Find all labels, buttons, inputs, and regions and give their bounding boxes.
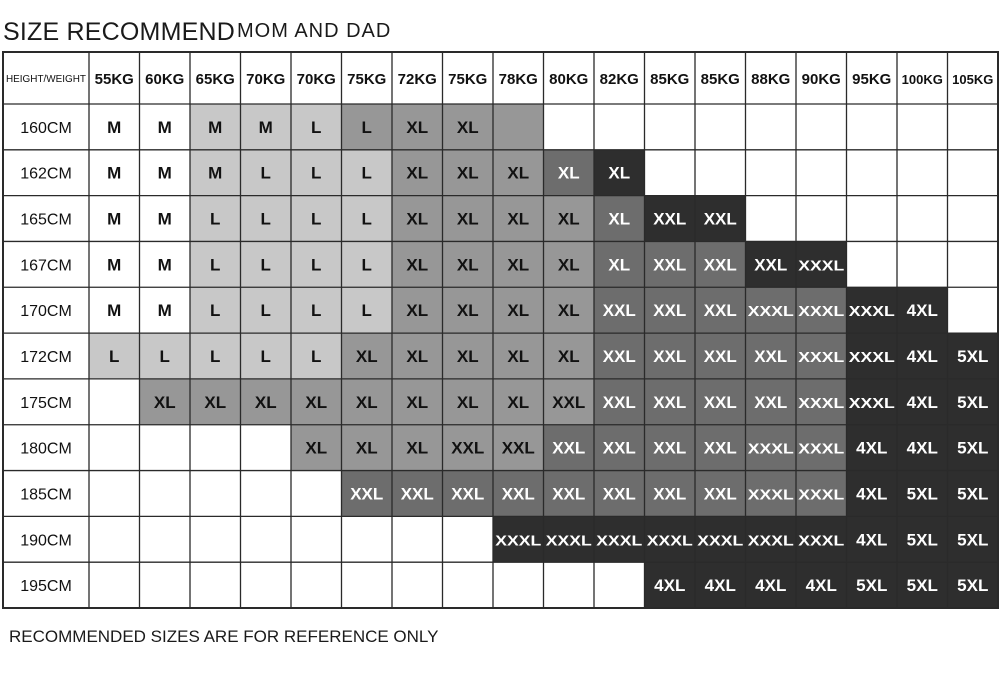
size-label: XXXL xyxy=(747,303,794,321)
size-label: XXXL xyxy=(747,440,794,458)
size-label: L xyxy=(260,347,271,366)
weight-header: 65KG xyxy=(195,71,235,88)
size-label: XXL xyxy=(703,438,737,458)
size-label: XXL xyxy=(602,392,636,412)
height-header: 167CM xyxy=(20,257,72,275)
size-label: 4XL xyxy=(704,576,736,596)
size-label: XL xyxy=(456,301,479,321)
size-label: L xyxy=(311,347,322,366)
height-header: 180CM xyxy=(20,440,72,458)
size-label: XL xyxy=(507,301,530,321)
weight-header: 72KG xyxy=(397,71,437,88)
height-header: 162CM xyxy=(20,165,72,183)
size-label: L xyxy=(210,255,221,275)
size-label: M xyxy=(208,163,223,183)
size-label: XXXL xyxy=(798,349,845,366)
size-label: XXL xyxy=(552,484,586,504)
size-label: L xyxy=(109,347,120,366)
size-label: XL xyxy=(406,301,429,321)
size-label: XXL xyxy=(602,347,636,366)
size-label: 5XL xyxy=(957,392,989,412)
height-header: 195CM xyxy=(20,578,72,596)
size-label: M xyxy=(107,255,122,275)
reference-note: RECOMMENDED SIZES ARE FOR REFERENCE ONLY xyxy=(9,627,439,646)
size-label: L xyxy=(311,255,322,275)
weight-header: 75KG xyxy=(448,71,488,88)
size-label: L xyxy=(311,301,322,321)
size-label: XL xyxy=(406,163,429,183)
size-label: XL xyxy=(456,347,479,366)
size-label: 4XL xyxy=(856,438,888,458)
size-label: XXXL xyxy=(747,486,794,504)
size-label: 4XL xyxy=(654,576,686,596)
size-label: L xyxy=(159,347,170,366)
weight-header: 105KG xyxy=(952,72,994,87)
size-label: XXXL xyxy=(545,532,592,550)
size-label: XXL xyxy=(451,438,485,458)
size-label: XXL xyxy=(703,392,737,412)
size-label: M xyxy=(157,301,172,321)
size-label: XL xyxy=(204,392,227,412)
size-label: M xyxy=(157,163,172,183)
size-label: XXXL xyxy=(798,394,845,412)
size-label: 4XL xyxy=(906,347,938,366)
chart-title: SIZE RECOMMEND xyxy=(3,18,235,46)
size-label: L xyxy=(260,301,271,321)
size-label: XXL xyxy=(703,209,737,229)
height-header: 170CM xyxy=(20,303,72,321)
size-label: 5XL xyxy=(906,484,938,504)
size-label: XXXL xyxy=(596,532,643,550)
weight-header: 70KG xyxy=(246,71,286,88)
size-label: XXL xyxy=(754,392,788,412)
size-label: XXL xyxy=(703,484,737,504)
size-label: L xyxy=(260,163,271,183)
size-label: XL xyxy=(456,163,479,183)
size-label: XXL xyxy=(501,438,535,458)
height-header: 172CM xyxy=(20,349,72,366)
size-label: XL xyxy=(507,255,530,275)
size-label: XL xyxy=(557,163,580,183)
weight-header: 88KG xyxy=(751,71,791,88)
size-label: M xyxy=(107,301,122,321)
size-label: XL xyxy=(406,255,429,275)
size-label: XL xyxy=(406,392,429,412)
size-label: XL xyxy=(507,392,530,412)
size-label: XL xyxy=(456,117,479,137)
size-label: L xyxy=(210,209,221,229)
size-label: L xyxy=(210,347,221,366)
size-label: XL xyxy=(507,347,530,366)
weight-header: 55KG xyxy=(94,71,134,88)
weight-header: 100KG xyxy=(901,72,943,87)
size-label: XL xyxy=(608,209,631,229)
size-label: XXXL xyxy=(798,257,845,275)
size-cell-bg xyxy=(493,104,544,150)
size-label: XL xyxy=(305,438,328,458)
size-label: L xyxy=(361,301,372,321)
size-label: XXL xyxy=(653,347,687,366)
weight-header: 60KG xyxy=(145,71,185,88)
size-label: XXL xyxy=(703,301,737,321)
size-label: L xyxy=(210,301,221,321)
size-label: XL xyxy=(557,209,580,229)
size-label: XXL xyxy=(602,301,636,321)
size-label: L xyxy=(361,117,372,137)
size-label: L xyxy=(311,209,322,229)
size-label: XXL xyxy=(400,484,434,504)
size-label: M xyxy=(107,117,122,137)
size-label: M xyxy=(157,117,172,137)
size-label: XL xyxy=(355,438,378,458)
size-label: XXL xyxy=(602,484,636,504)
size-label: L xyxy=(311,163,322,183)
size-label: XL xyxy=(456,392,479,412)
size-label: L xyxy=(311,117,322,137)
size-label: XXL xyxy=(602,438,636,458)
size-label: XXL xyxy=(451,484,485,504)
size-label: 4XL xyxy=(856,484,888,504)
size-label: 4XL xyxy=(906,438,938,458)
size-label: XXL xyxy=(703,255,737,275)
size-label: L xyxy=(260,209,271,229)
size-label: XXXL xyxy=(848,394,895,412)
size-label: XL xyxy=(406,438,429,458)
size-label: 5XL xyxy=(906,576,938,596)
size-label: 5XL xyxy=(957,438,989,458)
weight-header: 70KG xyxy=(296,71,336,88)
size-label: L xyxy=(260,255,271,275)
weight-header: 82KG xyxy=(599,71,639,88)
height-header: 165CM xyxy=(20,211,72,229)
size-label: 5XL xyxy=(957,576,989,596)
size-label: M xyxy=(157,255,172,275)
size-label: XL xyxy=(608,255,631,275)
size-label: XL xyxy=(355,347,378,366)
size-label: 4XL xyxy=(755,576,787,596)
size-label: XXXL xyxy=(798,303,845,321)
height-header: 185CM xyxy=(20,486,72,504)
weight-header: 85KG xyxy=(700,71,740,88)
weight-header: 75KG xyxy=(347,71,387,88)
size-label: XL xyxy=(557,301,580,321)
size-label: XL xyxy=(507,163,530,183)
size-label: XL xyxy=(305,392,328,412)
size-label: XXL xyxy=(653,484,687,504)
size-label: XXL xyxy=(653,301,687,321)
size-label: L xyxy=(361,209,372,229)
size-label: XL xyxy=(507,209,530,229)
size-label: XXXL xyxy=(798,486,845,504)
size-label: XXL xyxy=(653,392,687,412)
size-label: XXL xyxy=(653,255,687,275)
size-label: L xyxy=(361,163,372,183)
size-label: XL xyxy=(153,392,176,412)
size-label: 5XL xyxy=(957,484,989,504)
height-header: 190CM xyxy=(20,532,72,550)
corner-header: HEIGHT/WEIGHT xyxy=(6,74,86,85)
size-label: 5XL xyxy=(906,530,938,550)
size-label: XXXL xyxy=(798,440,845,458)
size-label: XXL xyxy=(653,209,687,229)
size-label: XXL xyxy=(501,484,535,504)
size-label: 4XL xyxy=(856,530,888,550)
size-label: XXXL xyxy=(495,532,542,550)
size-label: 4XL xyxy=(906,301,938,321)
size-label: XXXL xyxy=(798,532,845,550)
size-label: 4XL xyxy=(906,392,938,412)
size-label: XXXL xyxy=(848,349,895,366)
size-label: XL xyxy=(406,209,429,229)
size-label: XXXL xyxy=(747,532,794,550)
size-label: XL xyxy=(456,209,479,229)
size-label: XXL xyxy=(754,255,788,275)
weight-header: 78KG xyxy=(498,71,538,88)
size-label: XL xyxy=(557,347,580,366)
size-label: XL xyxy=(406,347,429,366)
size-label: XXXL xyxy=(848,303,895,321)
size-label: XXXL xyxy=(697,532,744,550)
weight-header: 85KG xyxy=(650,71,690,88)
size-label: 4XL xyxy=(805,576,837,596)
size-label: XL xyxy=(456,255,479,275)
size-label: XL xyxy=(355,392,378,412)
size-label: 5XL xyxy=(957,347,989,366)
size-label: XXL xyxy=(703,347,737,366)
size-label: L xyxy=(361,255,372,275)
size-label: XL xyxy=(254,392,277,412)
height-header: 160CM xyxy=(20,119,72,137)
weight-header: 80KG xyxy=(549,71,589,88)
size-label: XL xyxy=(608,163,631,183)
size-label: XXL xyxy=(350,484,384,504)
weight-header: 95KG xyxy=(852,71,892,88)
size-label: XXL xyxy=(552,392,586,412)
size-label: 5XL xyxy=(856,576,888,596)
weight-header: 90KG xyxy=(801,71,841,88)
size-label: XL xyxy=(406,117,429,137)
size-label: M xyxy=(157,209,172,229)
size-label: M xyxy=(208,117,223,137)
size-label: M xyxy=(107,209,122,229)
size-label: 5XL xyxy=(957,530,989,550)
size-label: XXL xyxy=(552,438,586,458)
size-label: M xyxy=(258,117,273,137)
height-header: 175CM xyxy=(20,394,72,412)
size-label: XXL xyxy=(653,438,687,458)
chart-subtitle: MOM AND DAD xyxy=(237,20,392,42)
size-label: XL xyxy=(557,255,580,275)
size-label: XXXL xyxy=(646,532,693,550)
size-label: XXL xyxy=(754,347,788,366)
size-label: M xyxy=(107,163,122,183)
